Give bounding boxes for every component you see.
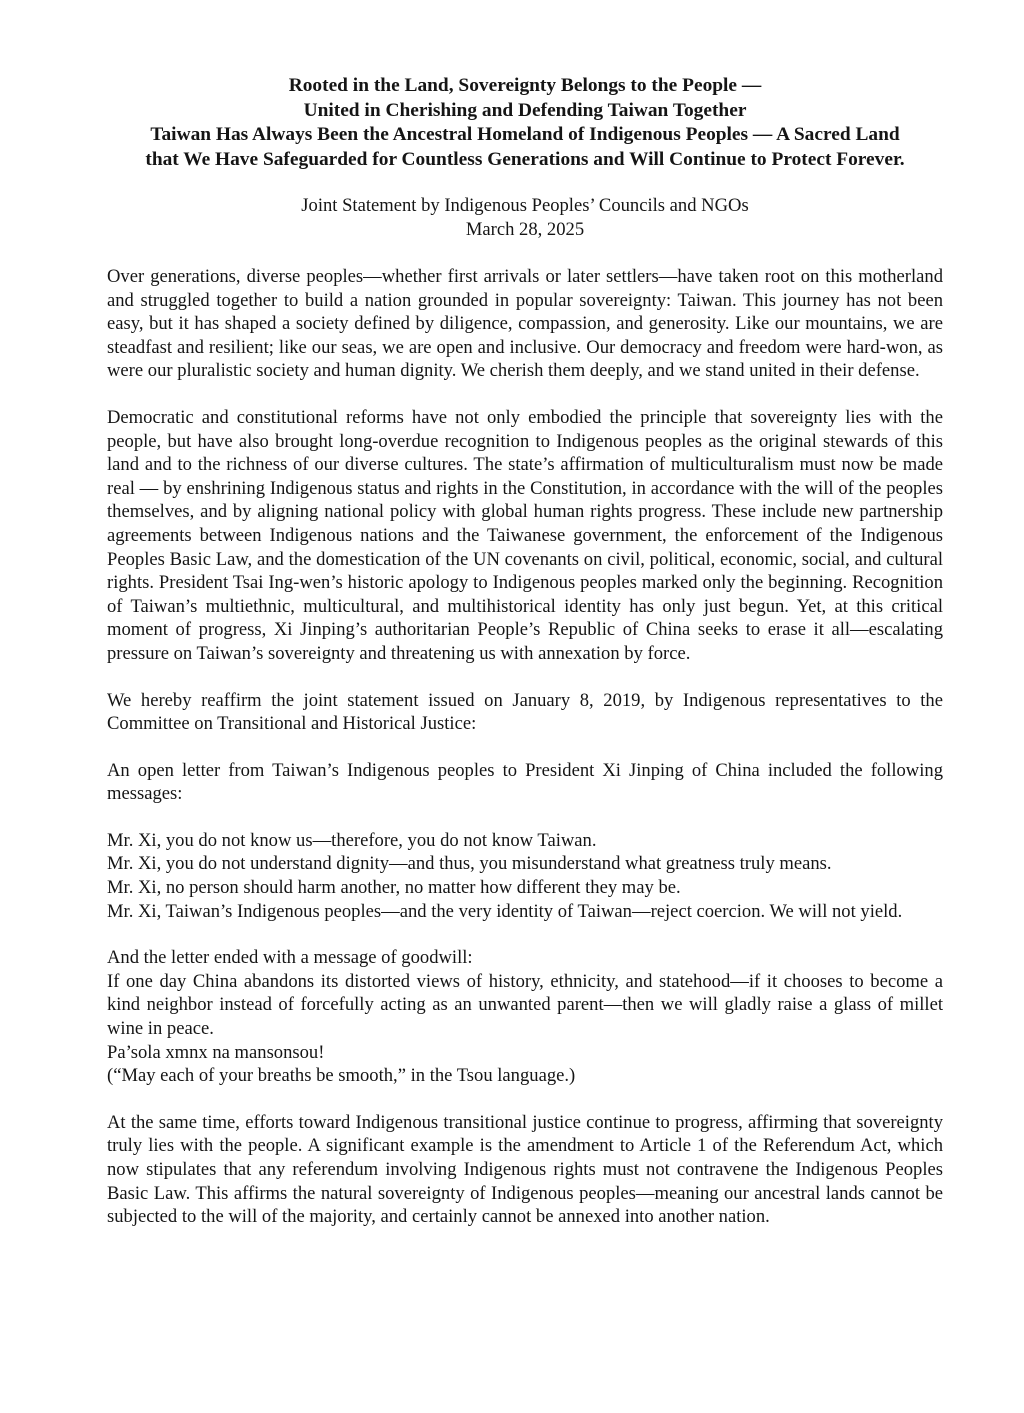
paragraph-open-letter: An open letter from Taiwan’s Indigenous peoples to President Xi Jinping of China included the following messages:: [107, 759, 943, 805]
tsou-phrase: Pa’sola xmnx na mansonsou!: [107, 1041, 325, 1063]
paragraph-reforms: Democratic and constitutional reforms have not only embodied the principle that sovereignty lies with the people, but have also brought long-overdue recognition to Indigenous peoples as the original stewards of this land and to the richness of our diverse cultures. The state’s affirmation of multiculturalism must now be made real — by enshrining Indigenous status and rights in the Constitution, in accordance with the will of the peoples themselves, and by aligning national policy with global human rights progress. These include new partnership agreements between Indigenous nations and the Taiwanese government, the enforcement of the Indigenous Peoples Basic Law, and the domestication of the UN covenants on civil, political, economic, social, and cultural rights. President Tsai Ing-wen’s historic apology to Indigenous peoples marked only the beginning. Recognition of Taiwan’s multiethnic, multicultural, and multihistorical identity has only just begun. Yet, at this critical moment of progress, Xi Jinping’s authoritarian People’s Republic of China seeks to erase it all—escalating pressure on Taiwan’s sovereignty and threatening us with annexation by force.: [107, 406, 943, 664]
xi-message-line: Mr. Xi, Taiwan’s Indigenous peoples—and the very identity of Taiwan—reject coercion. We will not yield.: [107, 900, 903, 922]
goodwill-message: [107, 946, 943, 1088]
title-line: United in Cherishing and Defending Taiwan Together: [303, 99, 747, 121]
goodwill-body: If one day China abandons its distorted views of history, ethnicity, and statehood—if it chooses to become a kind neighbor instead of forcefully acting as an unwanted parent—then we will gladly raise a glass of millet wine in peace.: [107, 970, 943, 1040]
statement-date: March 28, 2025: [465, 219, 585, 240]
document-title: [107, 74, 943, 172]
tsou-translation: (“May each of your breaths be smooth,” in the Tsou language.): [107, 1065, 576, 1087]
xi-message-line: Mr. Xi, you do not know us—therefore, you do not know Taiwan.: [107, 829, 597, 851]
paragraph-reaffirm: We hereby reaffirm the joint statement issued on January 8, 2019, by Indigenous representatives to the Committee on Transitional and Historical Justice:: [107, 689, 943, 735]
xi-message-line: Mr. Xi, no person should harm another, no matter how different they may be.: [107, 877, 681, 899]
goodwill-intro: And the letter ended with a message of goodwill:: [107, 947, 473, 969]
paragraph-transitional-justice: At the same time, efforts toward Indigenous transitional justice continue to progress, affirming that sovereignty truly lies with the people. A significant example is the amendment to Article 1 of the Referendum Act, which now stipulates that any referendum involving Indigenous rights must not contravene the Indigenous Peoples Basic Law. This affirms the natural sovereignty of Indigenous peoples—meaning our ancestral lands cannot be subjected to the will of the majority, and certainly cannot be annexed into another nation.: [107, 1111, 943, 1228]
title-line: Taiwan Has Always Been the Ancestral Homeland of Indigenous Peoples — A Sacred Land: [150, 124, 900, 145]
xi-message-line: Mr. Xi, you do not understand dignity—and thus, you misunderstand what greatness truly means.: [107, 853, 832, 875]
document-body: [107, 265, 943, 1229]
xi-messages: [107, 829, 943, 923]
paragraph-generations: Over generations, diverse peoples—whether first arrivals or later settlers—have taken root on this motherland and struggled together to build a nation grounded in popular sovereignty: Taiwan. This journey has not been easy, but it has shaped a society defined by diligence, compassion, and generosity. Like our mountains, we are steadfast and resilient; like our seas, we are open and inclusive. Our democracy and freedom were hard-won, as were our pluralistic society and human dignity. We cherish them deeply, and we stand united in their defense.: [107, 266, 943, 382]
statement-byline: Joint Statement by Indigenous Peoples’ Councils and NGOs: [301, 195, 749, 216]
document-subtitle: [107, 194, 943, 242]
title-line: Rooted in the Land, Sovereignty Belongs to the People —: [288, 75, 762, 96]
title-line: that We Have Safeguarded for Countless Generations and Will Continue to Protect Forever.: [145, 148, 905, 170]
